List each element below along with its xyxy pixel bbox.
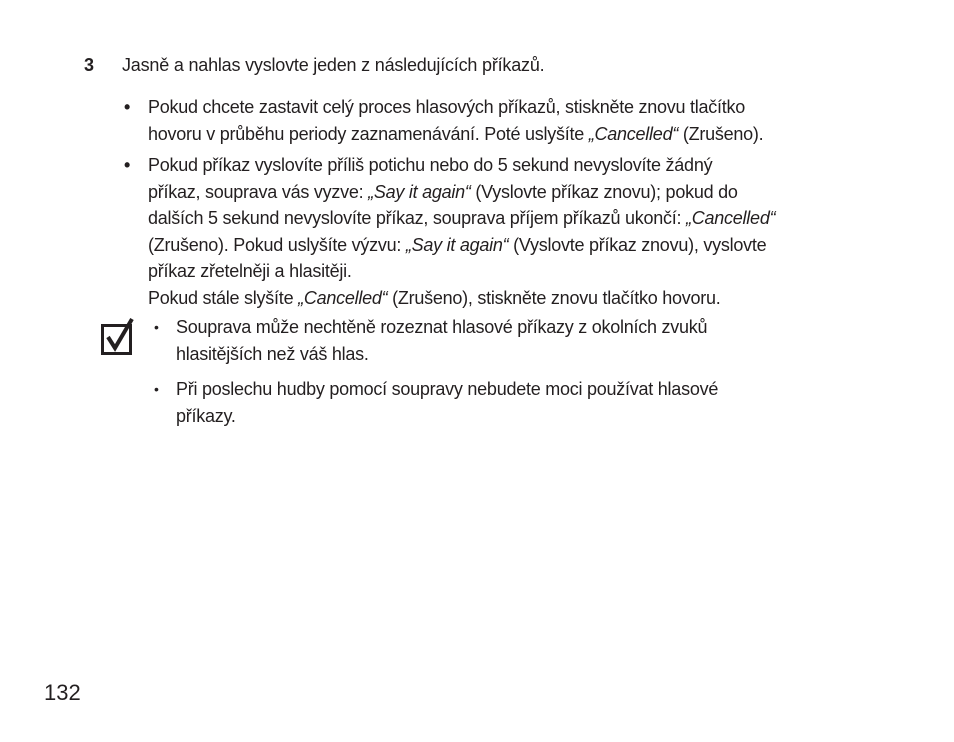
bullet-line: příkaz, souprava vás vyzve: „Say it again“ (Vyslovte příkaz znovu); pokud do: [148, 181, 738, 202]
bullet-icon: •: [124, 155, 131, 175]
step-number: 3: [84, 55, 94, 75]
note-item: [152, 376, 872, 429]
bullet-line: hovoru v průběhu periody zaznamenávání. Poté uslyšíte „Cancelled“ (Zrušeno).: [148, 123, 764, 144]
bullet-line: Pokud chcete zastavit celý proces hlasových příkazů, stiskněte znovu tlačítko: [148, 97, 746, 117]
checkbox-check-icon: [101, 317, 135, 355]
note-line: Souprava může nechtěně rozeznat hlasové příkazy z okolních zvuků: [176, 317, 708, 337]
bullet-quiet-command: [122, 152, 882, 311]
bullet-line: příkaz zřetelněji a hlasitěji.: [148, 261, 352, 281]
bullet-stop-command: [122, 94, 882, 147]
bullet-line: Pokud stále slyšíte „Cancelled“ (Zrušeno), stiskněte znovu tlačítko hovoru.: [148, 287, 721, 308]
note-line: příkazy.: [176, 405, 236, 426]
bullet-icon: •: [154, 319, 159, 335]
command-bullet-list: [122, 94, 882, 316]
note-list: [152, 314, 872, 438]
bullet-line: dalších 5 sekund nevyslovíte příkaz, souprava příjem příkazů ukončí: „Cancelled“: [148, 208, 776, 228]
bullet-line: (Zrušeno). Pokud uslyšíte výzvu: „Say it again“ (Vyslovte příkaz znovu), vyslovte: [148, 234, 767, 255]
bullet-icon: •: [124, 97, 131, 117]
note-line: hlasitějších než váš hlas.: [176, 343, 369, 364]
bullet-icon: •: [154, 381, 159, 397]
note-item: [152, 314, 872, 367]
step-text: Jasně a nahlas vyslovte jeden z následujících příkazů.: [122, 55, 545, 75]
bullet-line: Pokud příkaz vyslovíte příliš potichu nebo do 5 sekund nevyslovíte žádný: [148, 155, 713, 175]
note-line: Při poslechu hudby pomocí soupravy nebudete moci používat hlasové: [176, 379, 719, 399]
page-number: 132: [44, 680, 81, 705]
